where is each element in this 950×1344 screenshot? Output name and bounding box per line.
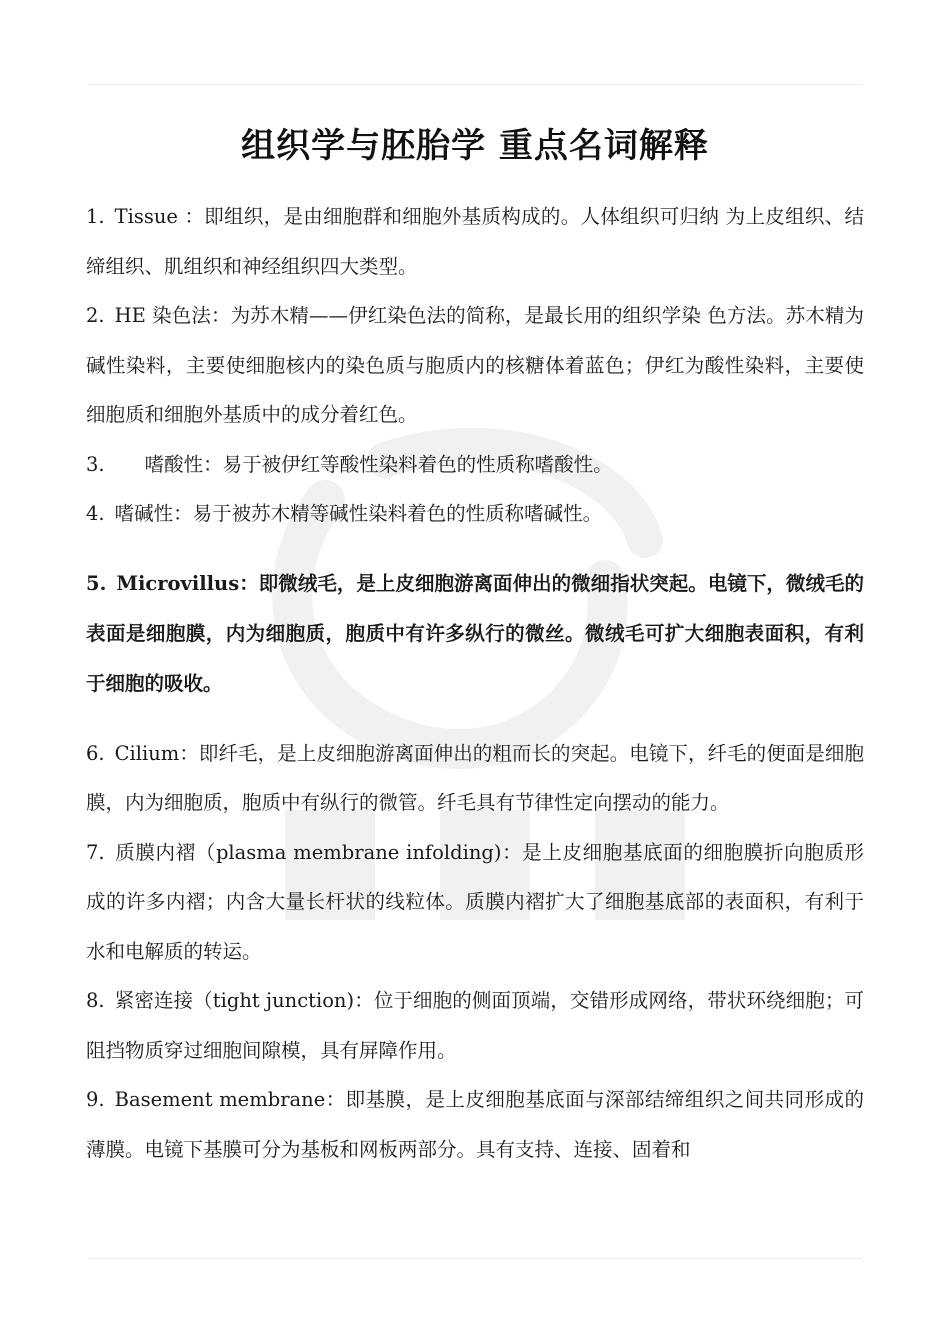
entry-number: 8. <box>86 989 105 1012</box>
entry-number: 7. <box>86 840 105 864</box>
list-item <box>86 440 864 490</box>
entry-text: Basement membrane：即基膜，是上皮细胞基底面与深部结缔组织之间共同形成的薄膜。电镜下基膜可分为基板和网板两部分。具有支持、连接、固着和 <box>86 1088 864 1161</box>
entry-text: 嗜碱性：易于被苏木精等碱性染料着色的性质称嗜碱性。 <box>114 502 603 525</box>
entry-number: 2. <box>86 304 105 327</box>
list-item <box>86 291 864 440</box>
list-item <box>86 976 864 1075</box>
entry-number: 5. <box>86 571 107 595</box>
page-title: 组织学与胚胎学 重点名词解释 <box>241 126 709 166</box>
entry-number: 1. <box>86 205 105 228</box>
entry-text: Microvillus：即微绒毛，是上皮细胞游离面伸出的微细指状突起。电镜下，微绒毛的表面是细胞膜，内为细胞质，胞质中有许多纵行的微丝。微绒毛可扩大细胞表面积，有利于细胞的吸收。 <box>86 571 864 695</box>
list-item <box>86 729 864 828</box>
list-item <box>86 1075 864 1174</box>
entry-text: 质膜内褶（plasma membrane infolding)：是上皮细胞基底面的细胞膜折向胞质形成的许多内褶；内含大量长杆状的线粒体。质膜内褶扩大了细胞基底部的表面积，有利于水和电解质的转运。 <box>86 840 864 963</box>
footer-divider <box>88 1258 862 1259</box>
entry-text: HE 染色法：为苏木精——伊红染色法的简称，是最长用的组织学染 色方法。苏木精为碱性染料，主要使细胞核内的染色质与胞质内的核糖体着蓝色；伊红为酸性染料，主要使细胞质和细胞外基质中的成分着红色。 <box>86 304 864 426</box>
list-item <box>86 828 864 977</box>
entry-number: 3. <box>86 452 105 476</box>
entry-text: 紧密连接（tight junction)：位于细胞的侧面顶端，交错形成网络，带状环绕细胞；可阻挡物质穿过细胞间隙模，具有屏障作用。 <box>86 989 864 1062</box>
header-divider <box>88 84 862 85</box>
entry-number: 4. <box>86 502 105 525</box>
entry-text: 嗜酸性：易于被伊红等酸性染料着色的性质称嗜酸性。 <box>144 452 613 476</box>
entry-number: 6. <box>86 741 105 765</box>
list-item <box>86 192 864 291</box>
entry-list <box>86 192 864 1174</box>
entry-text: Tissue ：即组织，是由细胞群和细胞外基质构成的。人体组织可归纳 为上皮组织、结缔组织、肌组织和神经组织四大类型。 <box>86 205 864 278</box>
list-item <box>86 489 864 539</box>
entry-text: Cilium：即纤毛，是上皮细胞游离面伸出的粗而长的突起。电镜下，纤毛的便面是细胞膜，内为细胞质，胞质中有纵行的微管。纤毛具有节律性定向摆动的能力。 <box>86 741 864 814</box>
entry-number: 9. <box>86 1088 105 1111</box>
list-item <box>86 559 864 709</box>
